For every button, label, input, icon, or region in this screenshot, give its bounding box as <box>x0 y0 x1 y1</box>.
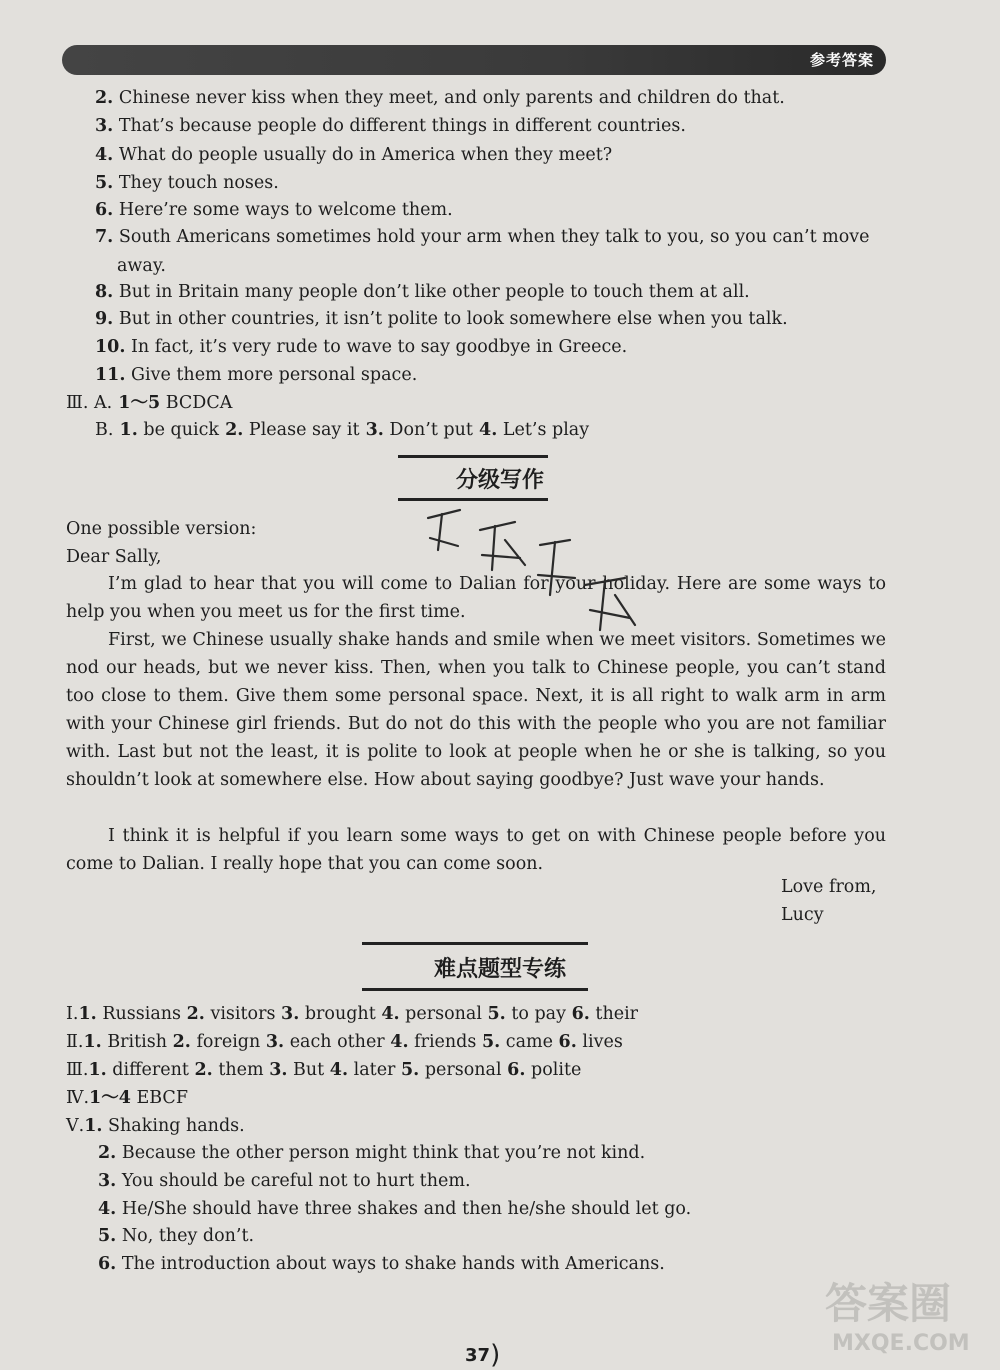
part5-item: 2. Because the other person might think that you’re not kind. <box>98 1143 646 1163</box>
title-rule-top <box>362 942 588 945</box>
header-label: 参考答案 <box>809 51 874 69</box>
answer-line: 7. South Americans sometimes hold your arm when they talk to you, so you can’t move <box>95 227 870 247</box>
part5-item: 5. No, they don’t. <box>98 1226 255 1246</box>
section-title-label: 难点题型专练 <box>433 957 566 982</box>
answer-line: 6. Here’re some ways to welcome them. <box>95 200 453 220</box>
section-title-practice <box>0 942 1000 992</box>
writing-paragraph: First, we Chinese usually shake hands and smile when we meet visitors. Sometimes we nod our heads, but we never kiss. Then, when you talk to Chinese people, you can’t stand too close to them. Give them some personal space. Next, it is all right to walk arm in arm with your Chinese girl friends. But do not do this with the people who you are not familiar with. Last but not the least, it is polite to look at people when he or she is talking, so you shouldn’t look at somewhere else. How about saying goodbye? Just wave your hands. <box>66 630 886 790</box>
writing-closing: Love from, <box>781 877 877 897</box>
answer-line: 9. But in other countries, it isn’t polite to look somewhere else when you talk. <box>95 309 788 329</box>
watermark-cn: 答案圈 <box>825 1279 952 1328</box>
title-rule-bottom <box>362 988 588 991</box>
section-title-writing <box>0 455 1000 505</box>
section-title-label: 分级写作 <box>455 468 544 493</box>
part3-a: Ⅲ. A. 1～5 BCDCA <box>66 393 233 413</box>
part3-b: B. 1. be quick 2. Please say it 3. Don’t put 4. Let’s play <box>95 420 590 440</box>
writing-signature: Lucy <box>781 905 824 925</box>
practice-row: Ⅲ.1. different 2. them 3. But 4. later 5. personal 6. polite <box>66 1060 582 1080</box>
part5-item: 3. You should be careful not to hurt them. <box>98 1171 471 1191</box>
watermark-url: MXQE.COM <box>832 1331 970 1356</box>
writing-intro: One possible version: <box>66 519 257 539</box>
practice-row: Ⅳ.1～4 EBCF <box>66 1088 188 1108</box>
part5-item: 6. The introduction about ways to shake hands with Americans. <box>98 1254 665 1274</box>
part5-item: 4. He/She should have three shakes and then he/she should let go. <box>98 1199 692 1219</box>
practice-row: Ⅱ.1. British 2. foreign 3. each other 4. friends 5. came 6. lives <box>66 1032 623 1052</box>
answer-line: away. <box>117 256 166 276</box>
answer-line: 10. In fact, it’s very rude to wave to say goodbye in Greece. <box>95 337 628 357</box>
watermark-logo <box>820 1270 990 1360</box>
header-bar <box>62 45 886 75</box>
answer-line: 4. What do people usually do in America when they meet? <box>95 145 613 165</box>
practice-row: Ⅰ.1. Russians 2. visitors 3. brought 4. personal 5. to pay 6. their <box>66 1004 639 1024</box>
writing-greeting: Dear Sally, <box>66 547 162 567</box>
part5-item: Ⅴ.1. Shaking hands. <box>66 1116 245 1136</box>
answer-line: 2. Chinese never kiss when they meet, and only parents and children do that. <box>95 88 785 108</box>
answer-line: 11. Give them more personal space. <box>95 365 418 385</box>
answer-line: 5. They touch noses. <box>95 173 279 193</box>
answer-line: 3. That’s because people do different things in different countries. <box>95 116 686 136</box>
answer-line: 8. But in Britain many people don’t like other people to touch them at all. <box>95 282 750 302</box>
writing-paragraph: I think it is helpful if you learn some ways to get on with Chinese people before you come to Dalian. I really hope that you can come soon. <box>66 826 886 874</box>
handwriting-scribble <box>420 500 660 640</box>
title-rule-top <box>398 455 548 458</box>
writing-paragraph: I’m glad to hear that you will come to Dalian for your holiday. Here are some ways to help you when you meet us for the first time. <box>66 574 886 622</box>
page-number: 37) <box>465 1340 501 1370</box>
